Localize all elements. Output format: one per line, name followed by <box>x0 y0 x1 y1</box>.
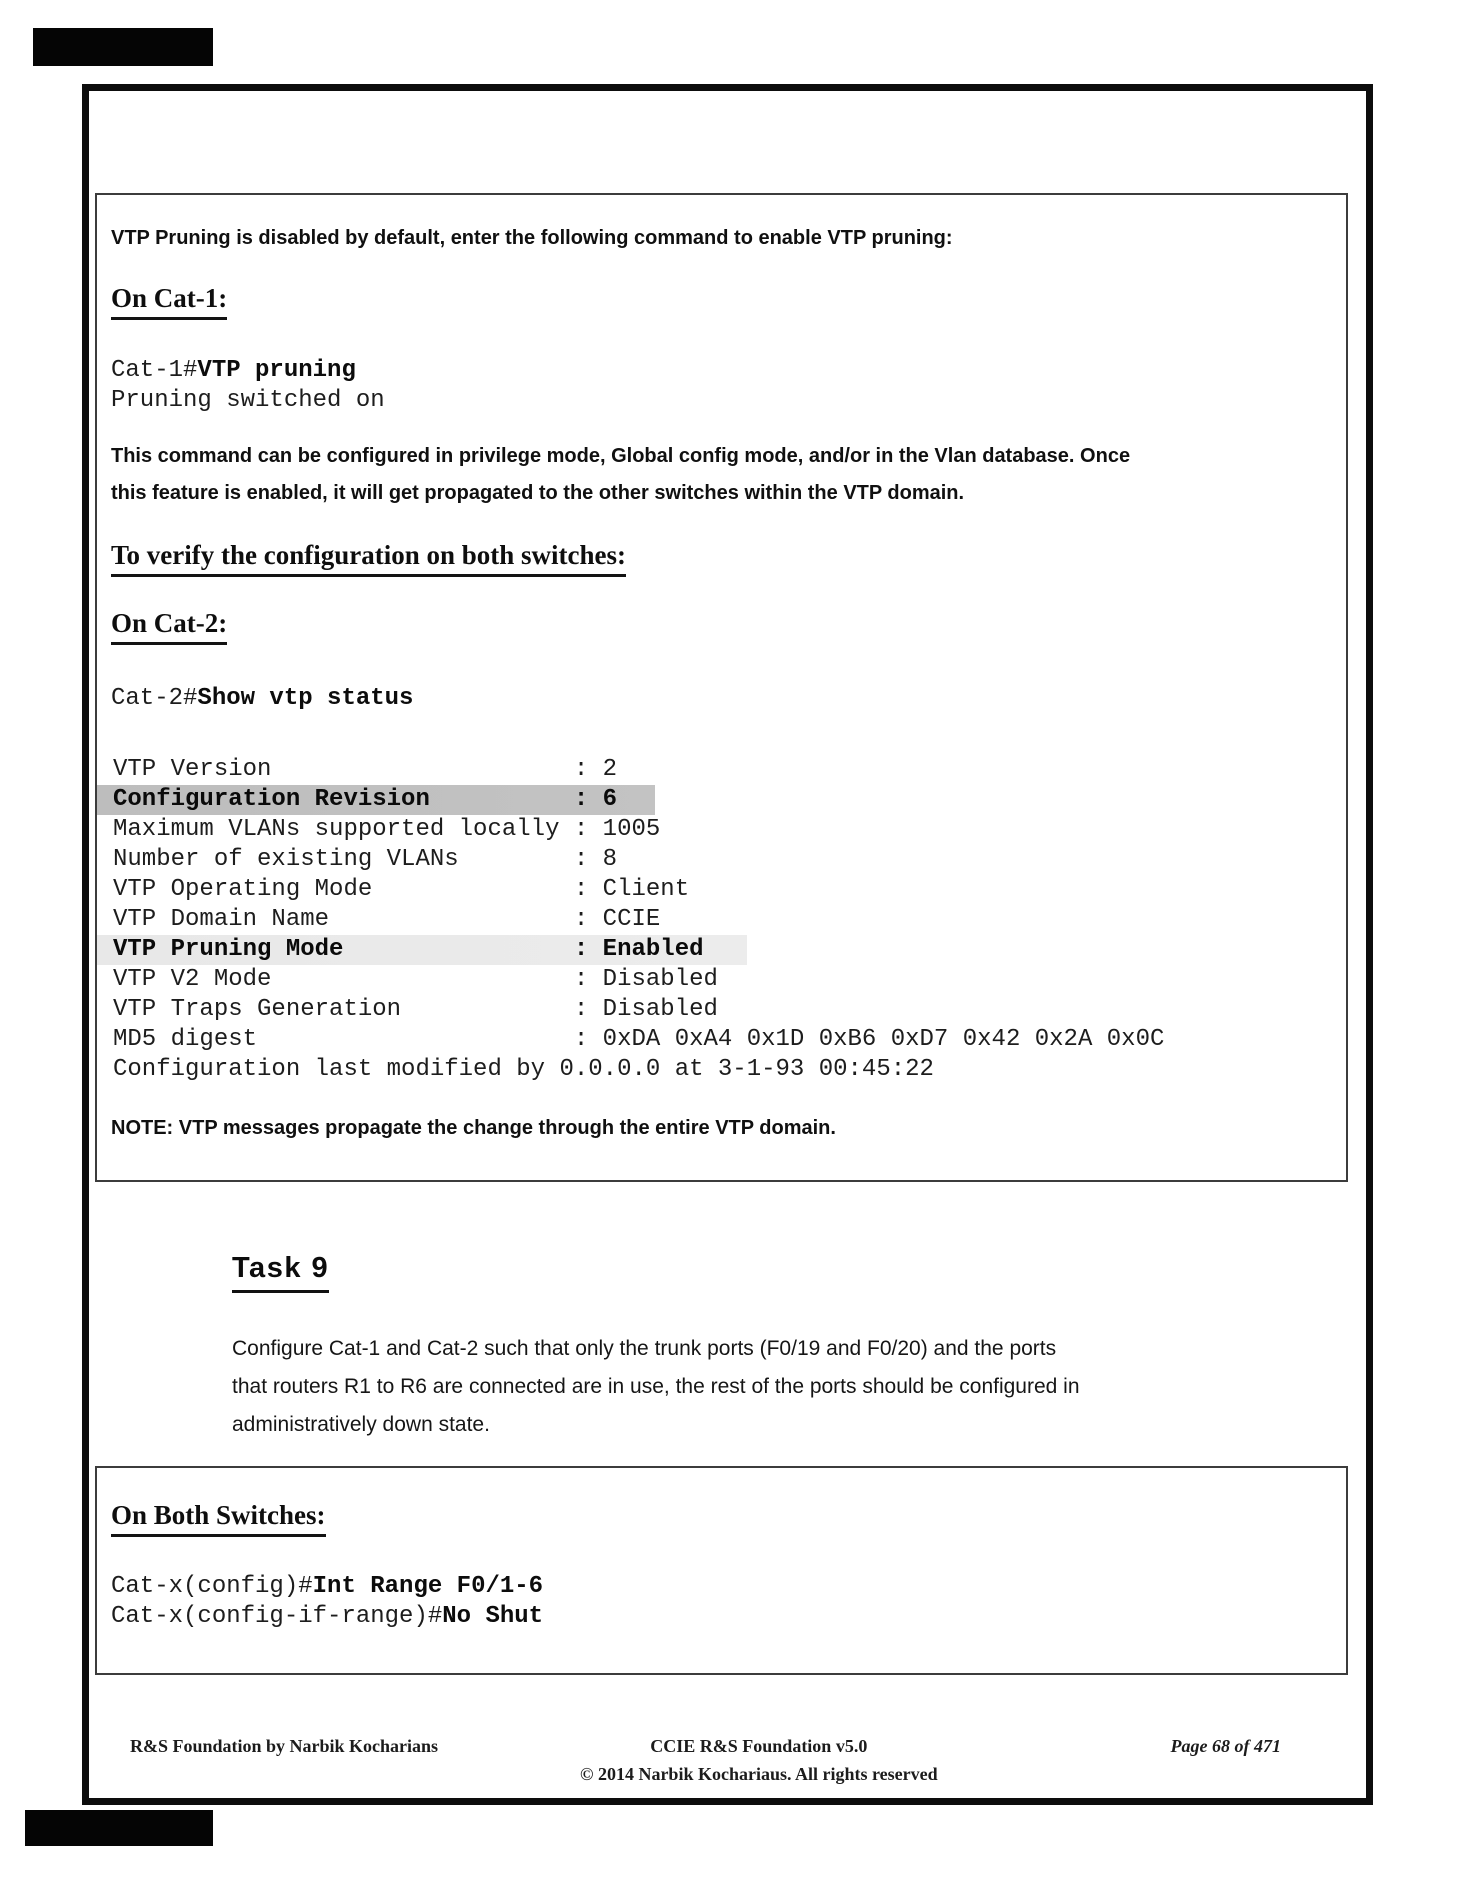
vtp-pruning-section-box <box>95 193 1348 1182</box>
heading-on-both-switches: On Both Switches: <box>111 1500 326 1537</box>
footer-edition: CCIE R&S Foundation v5.0 <box>650 1736 868 1756</box>
config-prompt: Cat-x(config)# <box>111 1573 313 1600</box>
cat2-command: Show vtp status <box>197 685 414 712</box>
task-9-description-line3: administratively down state. <box>232 1413 490 1436</box>
config-if-range-prompt: Cat-x(config-if-range)# <box>111 1603 443 1630</box>
heading-on-cat-1: On Cat-1: <box>111 283 227 320</box>
heading-on-cat-2: On Cat-2: <box>111 608 227 645</box>
vtp-intro-text: VTP Pruning is disabled by default, enter the following command to enable VTP pruning: <box>111 227 953 249</box>
footer-copyright: © 2014 Narbik Kochariaus. All rights reserved <box>579 1764 938 1784</box>
cat1-prompt: Cat-1# <box>111 357 198 384</box>
terminal-line: Configuration last modified by 0.0.0.0 at 3-1-93 00:45:22 <box>113 1056 934 1083</box>
footer-page-number: Page 68 of 471 <box>1170 1736 1281 1756</box>
int-range-command: Int Range F0/1-6 <box>312 1573 544 1600</box>
terminal-line-highlighted-configuration-revision: Configuration Revision : 6 <box>97 785 1342 815</box>
terminal-line: VTP Domain Name : CCIE <box>113 906 661 933</box>
cat1-command: VTP pruning <box>197 357 356 384</box>
no-shut-command: No Shut <box>442 1603 544 1630</box>
terminal-line: VTP Version : 2 <box>113 756 618 783</box>
terminal-line: MD5 digest : 0xDA 0xA4 0x1D 0xB6 0xD7 0x42 0x2A 0x0C <box>113 1026 1165 1053</box>
terminal-line: VTP V2 Mode : Disabled <box>113 966 718 993</box>
task-9-title: Task 9 <box>232 1252 329 1293</box>
vtp-status-terminal-output <box>97 755 1342 1085</box>
cat1-command-output: Pruning switched on <box>111 387 385 414</box>
heading-verify-configuration: To verify the configuration on both switches: <box>111 540 626 577</box>
vtp-note-text: NOTE: VTP messages propagate the change through the entire VTP domain. <box>111 1117 836 1139</box>
footer-book-title: R&S Foundation by Narbik Kocharians <box>130 1736 439 1756</box>
terminal-line-highlighted-vtp-pruning-mode: VTP Pruning Mode : Enabled <box>97 935 1342 965</box>
task-9-description-line2: that routers R1 to R6 are connected are in use, the rest of the ports should be configured in <box>232 1375 1080 1398</box>
terminal-line: Maximum VLANs supported locally : 1005 <box>113 816 661 843</box>
terminal-line: VTP Operating Mode : Client <box>113 876 690 903</box>
redaction-bar-bottom-left <box>25 1810 213 1846</box>
both-switches-command-line-1 <box>111 1573 543 1600</box>
privilege-note-line2: this feature is enabled, it will get propagated to the other switches within the VTP domain. <box>111 482 965 504</box>
both-switches-command-line-2 <box>111 1603 543 1630</box>
page-footer <box>82 1736 1359 1796</box>
privilege-note-line1: This command can be configured in privilege mode, Global config mode, and/or in the Vlan database. Once <box>111 445 1131 467</box>
cat1-command-line <box>111 357 356 384</box>
both-switches-section-box <box>95 1466 1348 1675</box>
cat2-command-line <box>111 685 413 712</box>
cat2-prompt: Cat-2# <box>111 685 198 712</box>
redaction-bar-top-left <box>33 28 213 66</box>
task-9-description-line1: Configure Cat-1 and Cat-2 such that only the trunk ports (F0/19 and F0/20) and the ports <box>232 1337 1057 1360</box>
terminal-line: Number of existing VLANs : 8 <box>113 846 618 873</box>
terminal-line: VTP Traps Generation : Disabled <box>113 996 718 1023</box>
